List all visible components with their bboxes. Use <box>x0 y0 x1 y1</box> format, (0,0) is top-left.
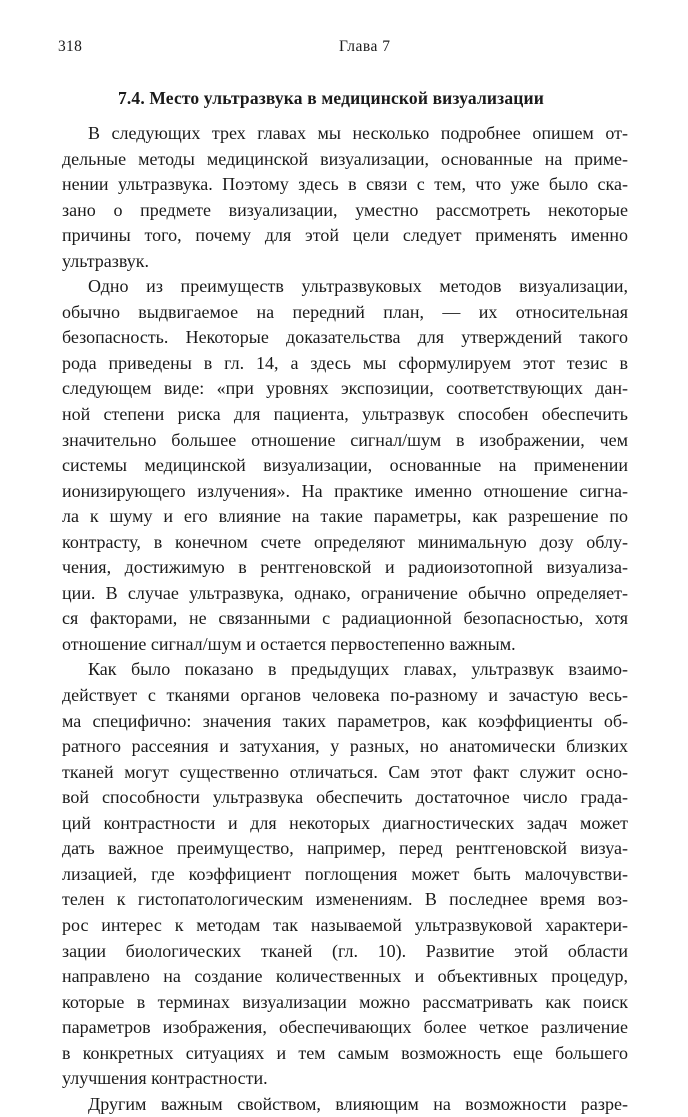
text-line: вой способности ультразвука обеспечить достаточное число града- <box>62 787 628 808</box>
text-line: улучшения контрастности. <box>62 1068 268 1089</box>
text-line: отношение сигнал/шум и остается первостепенно важным. <box>62 633 516 654</box>
text-line: ионизирующего излучения». На практике именно отношение сигна- <box>62 480 628 501</box>
text-line: ной степени риска для пациента, ультразвук способен обеспечить <box>62 404 628 425</box>
text-line: параметров изображения, обеспечивающих более четкое различение <box>62 1017 628 1038</box>
text-line: тканей могут существенно отличаться. Сам этот факт служит осно- <box>62 761 628 782</box>
text-line: зации биологических тканей (гл. 10). Развитие этой области <box>62 940 628 961</box>
text-line: безопасность. Некоторые доказательства для утверждений такого <box>62 327 628 348</box>
text-line: дать важное преимущество, например, перед рентгеновской визуа- <box>62 838 628 859</box>
text-line: обычно выдвигаемое на передний план, — их относительная <box>62 301 628 322</box>
text-line: лизацией, где коэффициент поглощения может быть малочувстви- <box>62 863 628 884</box>
body-text <box>62 121 628 1117</box>
text-line: направлено на создание количественных и объективных процедур, <box>62 966 628 987</box>
text-line: ультразвук. <box>62 250 150 271</box>
text-line: которые в терминах визуализации можно рассматривать как поиск <box>62 991 628 1012</box>
text-line: В следующих трех главах мы несколько подробнее опишем от- <box>88 123 628 143</box>
section-title: 7.4. Место ультразвука в медицинской визуализации <box>118 88 544 108</box>
text-line: в конкретных ситуациях и тем самым возможность еще большего <box>62 1042 628 1063</box>
text-line: чения, достижимую в рентгеновской и радиоизотопной визуализа- <box>62 557 628 578</box>
text-line: Одно из преимуществ ультразвуковых методов визуализации, <box>88 276 628 297</box>
text-line: контрасту, в конечном счете определяют минимальную дозу облу- <box>62 531 628 552</box>
text-line: ратного рассеяния и затухания, у разных, но анатомически близких <box>62 736 628 757</box>
text-line: рос интерес к методам так называемой ультразвуковой характери- <box>62 914 628 935</box>
text-line: действует с тканями органов человека по-разному и зачастую весь- <box>62 685 628 706</box>
running-head-chapter: Глава 7 <box>339 38 391 55</box>
text-line: ла к шуму и его влияние на такие параметры, как разрешение по <box>62 506 628 527</box>
text-line: дельные методы медицинской визуализации, основанные на приме- <box>62 148 628 169</box>
text-line: системы медицинской визуализации, основанные на применении <box>62 455 628 476</box>
text-line: ся факторами, не связанными с радиационной безопасностью, хотя <box>62 608 628 629</box>
text-line: зано о предмете визуализации, уместно рассмотреть некоторые <box>62 199 628 220</box>
text-line: ций контрастности и для некоторых диагностических задач может <box>62 812 628 833</box>
text-line: ции. В случае ультразвука, однако, ограничение обычно определяет- <box>62 582 628 603</box>
text-line: следующем виде: «при уровнях экспозиции, соответствующих дан- <box>62 378 628 399</box>
text-line: телен к гистопатологическим изменениям. В последнее время воз- <box>62 889 628 910</box>
text-line: нении ультразвука. Поэтому здесь в связи с тем, что уже было ска- <box>62 174 628 195</box>
text-line: Как было показано в предыдущих главах, ультразвук взаимо- <box>88 659 628 680</box>
text-line: значительно большее отношение сигнал/шум в изображении, чем <box>62 429 628 450</box>
text-line: ма специфично: значения таких параметров, как коэффициенты об- <box>62 710 628 731</box>
text-line: рода приведены в гл. 14, а здесь мы сформулируем этот тезис в <box>62 352 628 373</box>
page-number: 318 <box>58 38 83 55</box>
text-line: Другим важным свойством, влияющим на возможности разре- <box>88 1093 628 1114</box>
text-line: причины того, почему для этой цели следует применять именно <box>62 225 628 246</box>
